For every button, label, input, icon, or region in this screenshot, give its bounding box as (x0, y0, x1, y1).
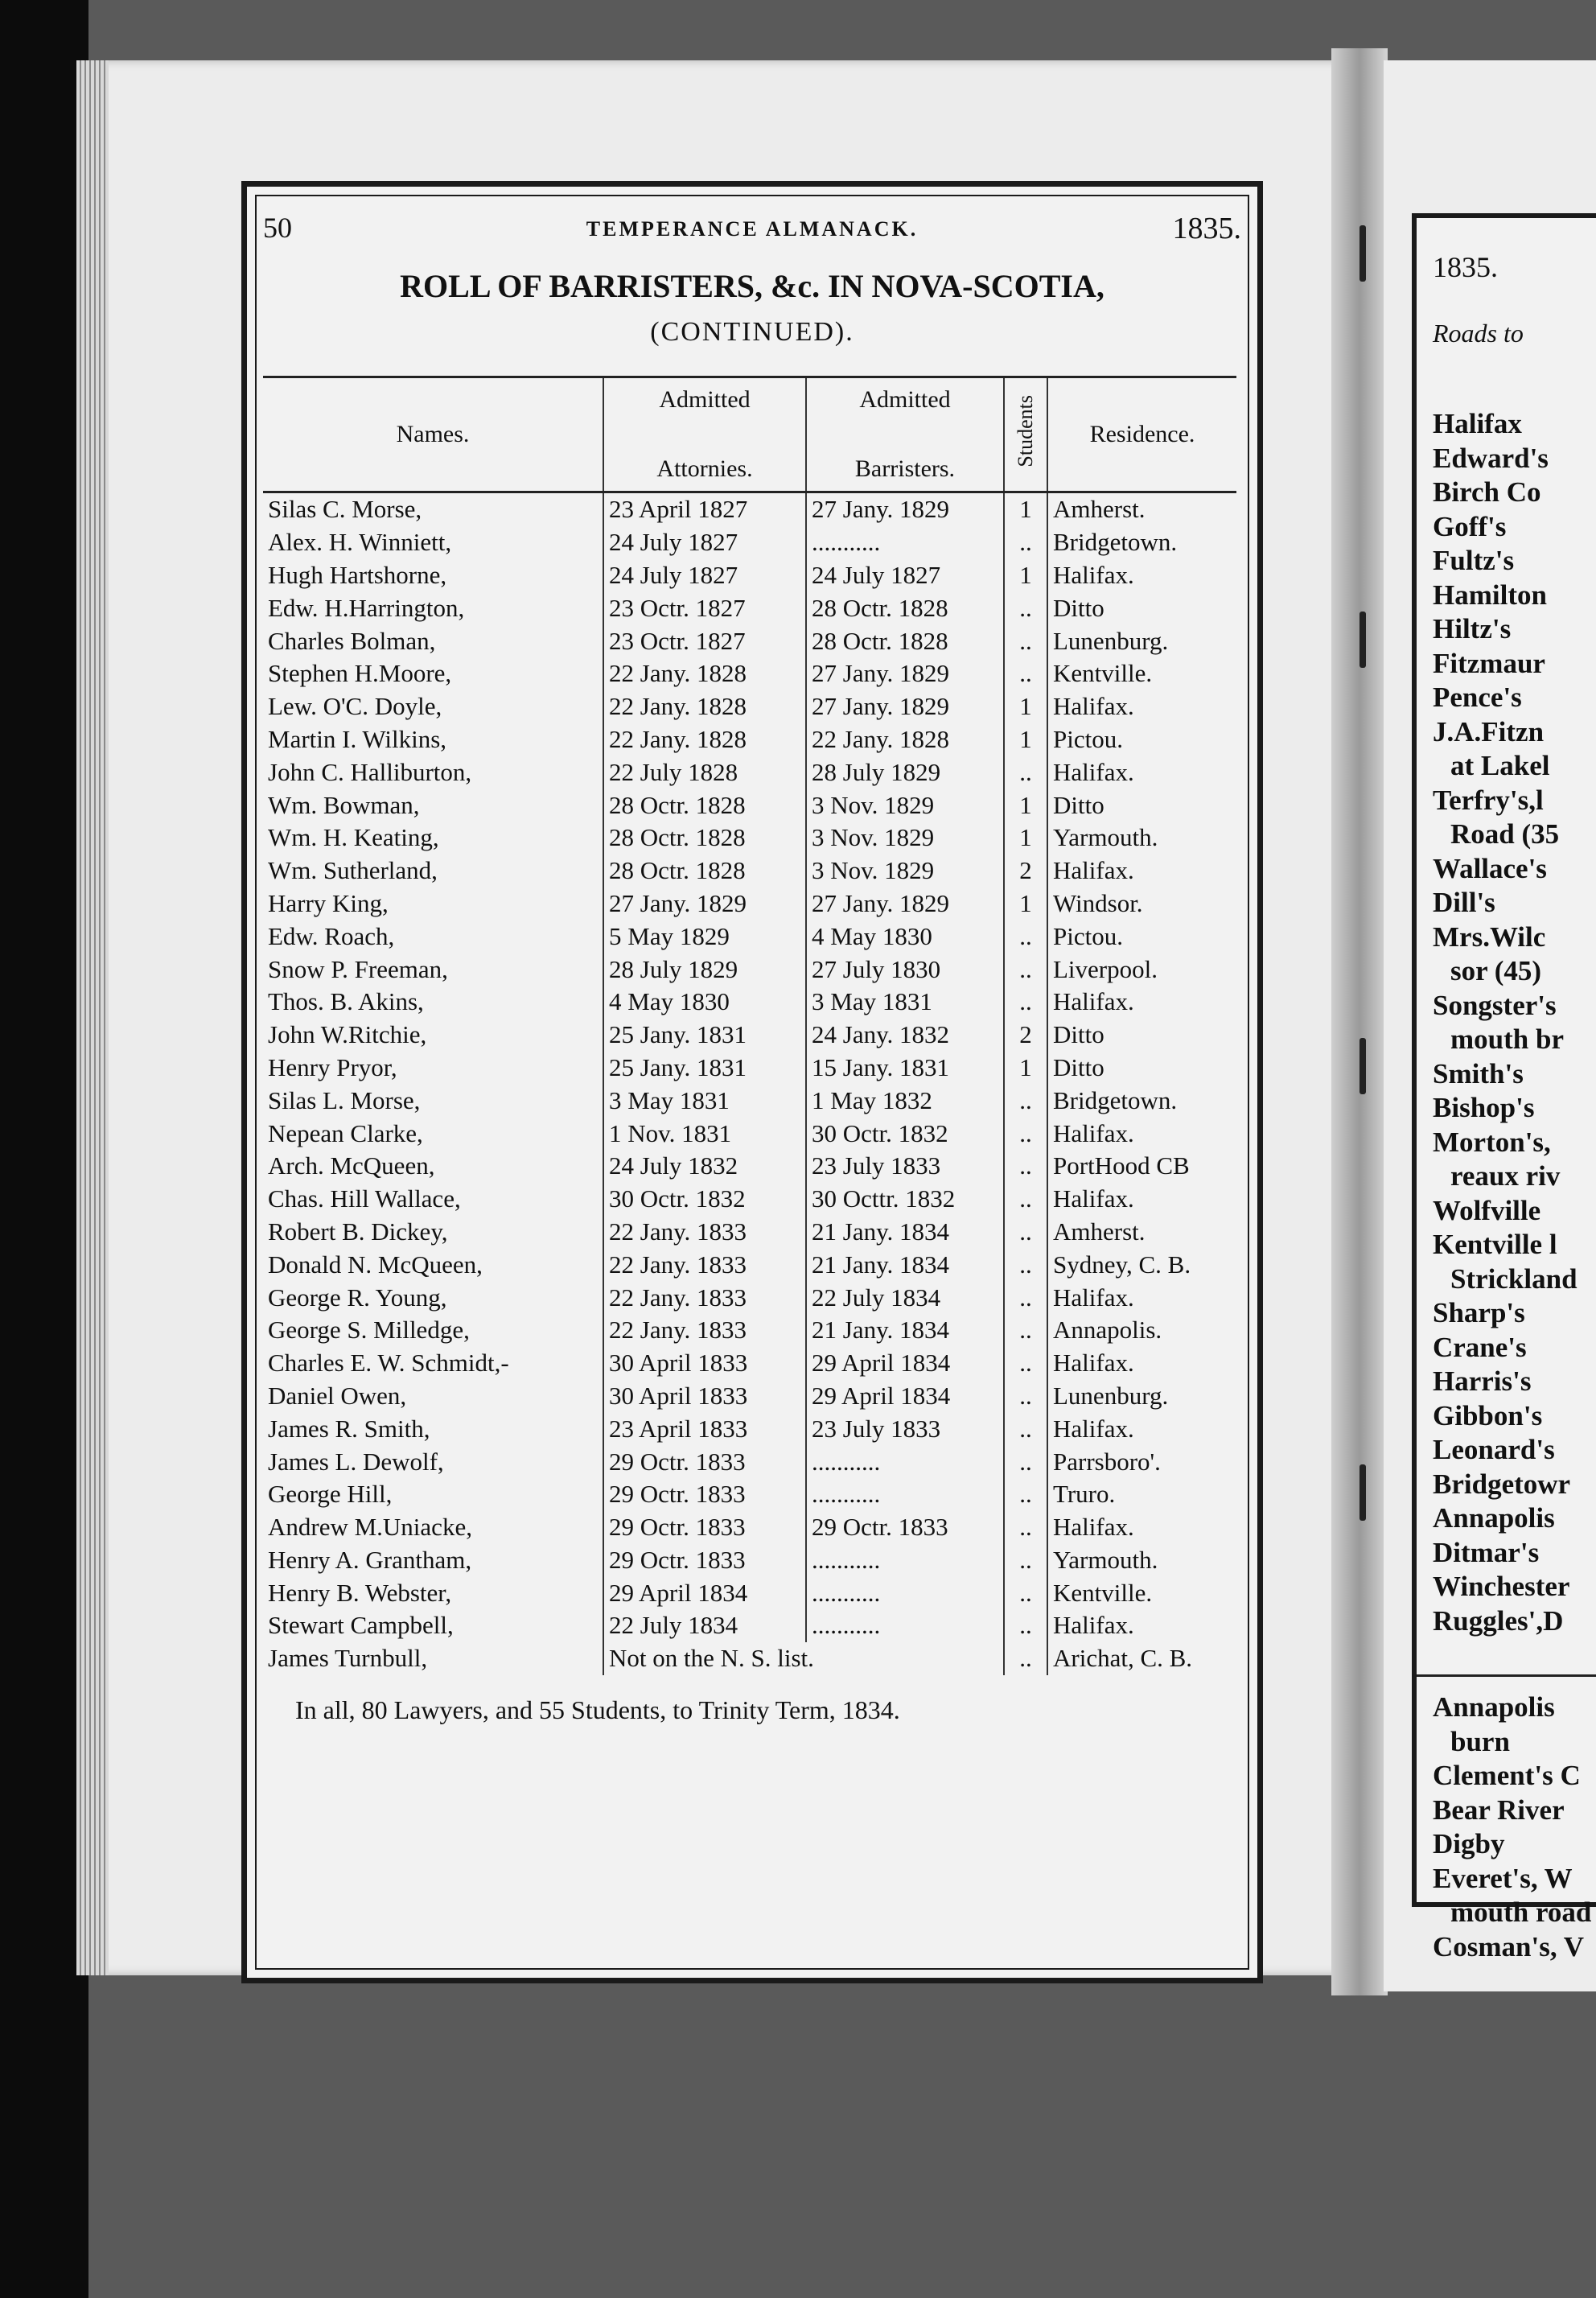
cell-residence: Windsor. (1047, 887, 1236, 920)
table-row (263, 1052, 1236, 1085)
cell-name: George Hill, (268, 1480, 393, 1509)
road-list-item: Strickland (1450, 1262, 1577, 1295)
table-row (263, 920, 1236, 953)
table-row (263, 1511, 1236, 1544)
road-list-item: Bishop's (1433, 1092, 1535, 1123)
cell-residence: Ditto (1047, 591, 1236, 624)
cell-name: Stephen H.Moore, (268, 659, 452, 688)
table-row (263, 1576, 1236, 1609)
cell-residence: Halifax. (1047, 1281, 1236, 1314)
road-list-item: mouth road (1450, 1896, 1592, 1928)
cell-name: Wm. Sutherland, (268, 856, 438, 885)
cell-admitted-attorney: 24 July 1832 (603, 1150, 806, 1183)
cell-students: .. (1004, 1576, 1047, 1609)
roads-list-bottom (1433, 1691, 1591, 1964)
table-row (263, 1314, 1236, 1347)
cell-name: Thos. B. Akins, (268, 987, 424, 1016)
cell-admitted-barrister: 3 Nov. 1829 (806, 822, 1004, 855)
cell-name: Nepean Clarke, (268, 1118, 423, 1147)
running-year: 1835. (1172, 212, 1241, 245)
cell-admitted-attorney: 28 Octr. 1828 (603, 789, 806, 822)
cell-admitted-barrister: 4 May 1830 (806, 920, 1004, 953)
cell-admitted-attorney: Not on the N. S. list. (603, 1642, 1004, 1675)
cell-admitted-attorney: 29 Octr. 1833 (603, 1511, 806, 1544)
table-row (263, 1216, 1236, 1249)
table-row (263, 887, 1236, 920)
table-row (263, 1380, 1236, 1413)
cell-name: Alex. H. Winniett, (268, 528, 452, 557)
road-list-item: Mrs.Wilc (1433, 920, 1546, 953)
cell-name: Andrew M.Uniacke, (268, 1513, 472, 1542)
cell-residence: Kentville. (1047, 657, 1236, 690)
road-list-item: Clement's C (1433, 1760, 1581, 1791)
cell-students: 1 (1004, 492, 1047, 526)
cell-students: .. (1004, 1347, 1047, 1380)
cell-admitted-barrister: 23 July 1833 (806, 1412, 1004, 1445)
cell-students: .. (1004, 1445, 1047, 1478)
cell-admitted-barrister: ........... (806, 1609, 1004, 1642)
table-row (263, 1248, 1236, 1281)
cell-name: John W.Ritchie, (268, 1020, 427, 1049)
cell-residence: Yarmouth. (1047, 822, 1236, 855)
binding-stitch (1359, 225, 1366, 282)
binding-stitch (1359, 1464, 1366, 1521)
cell-students: .. (1004, 1281, 1047, 1314)
cell-admitted-barrister: 29 Octr. 1833 (806, 1511, 1004, 1544)
cell-admitted-attorney: 22 Jany. 1833 (603, 1314, 806, 1347)
cell-students: 2 (1004, 855, 1047, 887)
road-list-item: Edward's (1433, 442, 1549, 474)
cell-residence: Liverpool. (1047, 953, 1236, 986)
cell-residence: Lunenburg. (1047, 1380, 1236, 1413)
cell-name: John C. Halliburton, (268, 757, 472, 786)
cell-name: George R. Young, (268, 1283, 447, 1312)
cell-name: Charles E. W. Schmidt,- (268, 1349, 509, 1378)
cell-admitted-attorney: 22 July 1834 (603, 1609, 806, 1642)
cell-students: 1 (1004, 690, 1047, 723)
cell-residence: Yarmouth. (1047, 1544, 1236, 1577)
cell-admitted-barrister: 27 Jany. 1829 (806, 887, 1004, 920)
road-list-item: sor (45) (1450, 955, 1542, 986)
cell-admitted-attorney: 30 April 1833 (603, 1347, 806, 1380)
page-edges (76, 60, 109, 1975)
cell-students: 1 (1004, 723, 1047, 756)
cell-students: .. (1004, 1642, 1047, 1675)
col-students: Students (1004, 377, 1047, 492)
cell-admitted-barrister: 28 July 1829 (806, 756, 1004, 789)
road-list-item: Dill's (1433, 887, 1495, 918)
cell-students: .. (1004, 591, 1047, 624)
cell-admitted-attorney: 22 Jany. 1828 (603, 723, 806, 756)
table-row (263, 1478, 1236, 1511)
cell-admitted-attorney: 24 July 1827 (603, 559, 806, 592)
road-list-item: Hiltz's (1433, 613, 1512, 645)
cell-students: .. (1004, 526, 1047, 559)
roll-heading: ROLL OF BARRISTERS, &c. IN NOVA-SCOTIA, (400, 268, 1104, 304)
cell-students: .. (1004, 1478, 1047, 1511)
table-row (263, 986, 1236, 1019)
road-list-item: Annapolis (1433, 1502, 1555, 1534)
cell-admitted-barrister: 30 Octtr. 1832 (806, 1183, 1004, 1216)
col-barristers: Admitted Barristers. (806, 377, 1004, 492)
cell-residence: Bridgetown. (1047, 526, 1236, 559)
cell-admitted-barrister: 21 Jany. 1834 (806, 1314, 1004, 1347)
cell-name: George S. Milledge, (268, 1316, 470, 1345)
road-list-item: Wallace's (1433, 852, 1547, 884)
cell-students: .. (1004, 1084, 1047, 1117)
road-list-item: Smith's (1433, 1057, 1524, 1089)
road-list-item: at Lakel (1450, 750, 1550, 781)
table-row (263, 1347, 1236, 1380)
cell-students: .. (1004, 756, 1047, 789)
cell-admitted-attorney: 25 Jany. 1831 (603, 1019, 806, 1052)
cell-admitted-barrister: 28 Octr. 1828 (806, 591, 1004, 624)
cell-admitted-barrister: 22 July 1834 (806, 1281, 1004, 1314)
cell-students: 1 (1004, 887, 1047, 920)
cell-admitted-barrister: ........... (806, 1544, 1004, 1577)
road-list-item: Goff's (1433, 510, 1507, 542)
cell-admitted-barrister: 24 July 1827 (806, 559, 1004, 592)
cell-residence: Parrsboro'. (1047, 1445, 1236, 1478)
cell-admitted-barrister: 1 May 1832 (806, 1084, 1004, 1117)
cell-name: Snow P. Freeman, (268, 954, 448, 983)
cell-admitted-barrister: 3 Nov. 1829 (806, 855, 1004, 887)
cell-students: .. (1004, 1248, 1047, 1281)
cell-residence: Ditto (1047, 1052, 1236, 1085)
cell-admitted-barrister: 30 Octr. 1832 (806, 1117, 1004, 1150)
running-head (263, 211, 1241, 251)
road-list-item: Pence's (1433, 682, 1522, 713)
road-list-item: J.A.Fitzn (1433, 715, 1545, 747)
cell-residence: Halifax. (1047, 559, 1236, 592)
cell-admitted-attorney: 23 Octr. 1827 (603, 591, 806, 624)
cell-name: Robert B. Dickey, (268, 1217, 448, 1246)
cell-name: James R. Smith, (268, 1414, 430, 1443)
cell-admitted-attorney: 22 Jany. 1833 (603, 1281, 806, 1314)
table-row (263, 526, 1236, 559)
cell-students: 1 (1004, 822, 1047, 855)
road-list-item: Birch Co (1433, 476, 1541, 508)
cell-students: .. (1004, 920, 1047, 953)
scan-margin (0, 0, 88, 2298)
cell-admitted-attorney: 29 Octr. 1833 (603, 1544, 806, 1577)
left-page-frame (241, 181, 1263, 1983)
cell-admitted-barrister: 23 July 1833 (806, 1150, 1004, 1183)
table-row (263, 624, 1236, 657)
cell-residence: Ditto (1047, 1019, 1236, 1052)
cell-students: 2 (1004, 1019, 1047, 1052)
cell-admitted-attorney: 3 May 1831 (603, 1084, 806, 1117)
table-row (263, 492, 1236, 526)
cell-residence: Sydney, C. B. (1047, 1248, 1236, 1281)
cell-students: .. (1004, 1150, 1047, 1183)
road-list-item: Halifax (1433, 408, 1522, 439)
cell-students: .. (1004, 657, 1047, 690)
cell-students: .. (1004, 1609, 1047, 1642)
cell-students: .. (1004, 624, 1047, 657)
cell-name: Stewart Campbell, (268, 1611, 454, 1640)
road-list-item: Fultz's (1433, 545, 1515, 576)
table-row (263, 1445, 1236, 1478)
cell-admitted-attorney: 28 Octr. 1828 (603, 822, 806, 855)
cell-students: .. (1004, 1216, 1047, 1249)
road-list-item: Kentville l (1433, 1229, 1557, 1260)
road-list-item: Road (35 (1450, 818, 1560, 850)
cell-name: Daniel Owen, (268, 1381, 407, 1410)
cell-admitted-barrister: 15 Jany. 1831 (806, 1052, 1004, 1085)
cell-residence: Halifax. (1047, 855, 1236, 887)
cell-admitted-attorney: 27 Jany. 1829 (603, 887, 806, 920)
cell-name: Henry Pryor, (268, 1052, 397, 1081)
cell-students: .. (1004, 1511, 1047, 1544)
cell-admitted-attorney: 22 July 1828 (603, 756, 806, 789)
cell-residence: Bridgetown. (1047, 1084, 1236, 1117)
cell-residence: Halifax. (1047, 1412, 1236, 1445)
cell-admitted-barrister: 24 Jany. 1832 (806, 1019, 1004, 1052)
cell-admitted-attorney: 1 Nov. 1831 (603, 1117, 806, 1150)
road-list-item: Annapolis (1433, 1691, 1555, 1723)
road-list-item: Leonard's (1433, 1434, 1555, 1465)
cell-students: 1 (1004, 1052, 1047, 1085)
right-page-subtitle: Roads to (1433, 319, 1524, 348)
cell-name: Chas. Hill Wallace, (268, 1184, 461, 1213)
table-row (263, 756, 1236, 789)
table-row (263, 559, 1236, 592)
cell-residence: Ditto (1047, 789, 1236, 822)
road-list-item: Everet's, W (1433, 1862, 1573, 1894)
road-list-item: Bridgetowr (1433, 1468, 1571, 1500)
cell-admitted-attorney: 30 Octr. 1832 (603, 1183, 806, 1216)
road-list-item: Crane's (1433, 1331, 1527, 1363)
table-row (263, 591, 1236, 624)
cell-admitted-attorney: 23 Octr. 1827 (603, 624, 806, 657)
cell-admitted-attorney: 22 Jany. 1833 (603, 1248, 806, 1281)
road-list-item: Winchester (1433, 1571, 1570, 1602)
table-row (263, 723, 1236, 756)
cell-name: James Turnbull, (268, 1644, 428, 1673)
col-residence: Residence. (1047, 377, 1236, 492)
right-page-rule (1417, 1674, 1596, 1677)
table-row (263, 657, 1236, 690)
cell-residence: Annapolis. (1047, 1314, 1236, 1347)
cell-students: 1 (1004, 559, 1047, 592)
cell-name: Hugh Hartshorne, (268, 560, 447, 589)
cell-admitted-barrister: 21 Jany. 1834 (806, 1248, 1004, 1281)
table-row (263, 1084, 1236, 1117)
cell-residence: Kentville. (1047, 1576, 1236, 1609)
road-list-item: burn (1450, 1725, 1510, 1757)
cell-name: Silas L. Morse, (268, 1085, 421, 1114)
right-page-frame (1412, 213, 1596, 1962)
cell-residence: Arichat, C. B. (1047, 1642, 1236, 1675)
cell-admitted-barrister: ........... (806, 1445, 1004, 1478)
road-list-item: Fitzmaur (1433, 647, 1545, 679)
cell-residence: Halifax. (1047, 756, 1236, 789)
cell-admitted-barrister: ........... (806, 526, 1004, 559)
table-header-row (263, 377, 1236, 492)
road-list-item: Digby (1433, 1828, 1505, 1859)
cell-name: Silas C. Morse, (268, 495, 422, 524)
cell-name: Wm. H. Keating, (268, 823, 439, 852)
roll-subheading: (CONTINUED). (650, 317, 854, 347)
cell-residence: Halifax. (1047, 690, 1236, 723)
cell-name: Lew. O'C. Doyle, (268, 692, 442, 721)
cell-admitted-attorney: 23 April 1827 (603, 492, 806, 526)
cell-name: James L. Dewolf, (268, 1447, 444, 1476)
cell-residence: Pictou. (1047, 920, 1236, 953)
cell-admitted-attorney: 29 Octr. 1833 (603, 1445, 806, 1478)
table-row (263, 690, 1236, 723)
cell-students: .. (1004, 1183, 1047, 1216)
cell-students: .. (1004, 1412, 1047, 1445)
road-list-item: Terfry's,l (1433, 784, 1544, 816)
cell-admitted-barrister: ........... (806, 1478, 1004, 1511)
cell-admitted-attorney: 29 Octr. 1833 (603, 1478, 806, 1511)
cell-admitted-attorney: 24 July 1827 (603, 526, 806, 559)
road-list-item: Sharp's (1433, 1297, 1525, 1328)
cell-admitted-attorney: 30 April 1833 (603, 1380, 806, 1413)
table-body (263, 492, 1236, 1675)
table-row (263, 1281, 1236, 1314)
road-list-item: Wolfville (1433, 1194, 1541, 1226)
cell-residence: Amherst. (1047, 1216, 1236, 1249)
cell-students: .. (1004, 1117, 1047, 1150)
cell-name: Harry King, (268, 888, 389, 917)
book-gutter (1331, 48, 1388, 1995)
binding-stitch (1359, 612, 1366, 668)
cell-students: .. (1004, 1314, 1047, 1347)
cell-residence: Amherst. (1047, 492, 1236, 526)
cell-admitted-attorney: 28 Octr. 1828 (603, 855, 806, 887)
road-list-item: Bear River (1433, 1794, 1565, 1826)
cell-admitted-attorney: 22 Jany. 1828 (603, 690, 806, 723)
cell-name: Edw. H.Harrington, (268, 593, 465, 622)
road-list-item: Gibbon's (1433, 1399, 1543, 1431)
cell-admitted-barrister: 21 Jany. 1834 (806, 1216, 1004, 1249)
table-row (263, 953, 1236, 986)
cell-admitted-barrister: 29 April 1834 (806, 1347, 1004, 1380)
cell-admitted-attorney: 4 May 1830 (603, 986, 806, 1019)
roads-list-top (1433, 407, 1577, 1638)
cell-name: Charles Bolman, (268, 626, 436, 655)
cell-admitted-barrister: 3 Nov. 1829 (806, 789, 1004, 822)
table-row (263, 789, 1236, 822)
cell-students: .. (1004, 953, 1047, 986)
cell-students: .. (1004, 986, 1047, 1019)
table-row (263, 855, 1236, 887)
cell-residence: Halifax. (1047, 1511, 1236, 1544)
right-page-year: 1835. (1433, 251, 1498, 283)
cell-admitted-attorney: 25 Jany. 1831 (603, 1052, 806, 1085)
road-list-item: reaux riv (1450, 1160, 1561, 1192)
binding-stitch (1359, 1038, 1366, 1094)
cell-admitted-barrister: 3 May 1831 (806, 986, 1004, 1019)
cell-admitted-barrister: ........... (806, 1576, 1004, 1609)
road-list-item: Hamilton (1433, 579, 1547, 611)
cell-name: Arch. McQueen, (268, 1151, 435, 1180)
cell-admitted-barrister: 22 Jany. 1828 (806, 723, 1004, 756)
road-list-item: Ruggles',D (1433, 1604, 1564, 1637)
cell-name: Henry A. Grantham, (268, 1545, 472, 1574)
table-row (263, 1609, 1236, 1642)
cell-name: Wm. Bowman, (268, 790, 420, 819)
cell-admitted-barrister: 27 Jany. 1829 (806, 690, 1004, 723)
cell-admitted-barrister: 27 Jany. 1829 (806, 492, 1004, 526)
road-list-item: mouth br (1450, 1023, 1564, 1055)
cell-admitted-barrister: 29 April 1834 (806, 1380, 1004, 1413)
cell-name: Martin I. Wilkins, (268, 724, 447, 753)
cell-admitted-attorney: 29 April 1834 (603, 1576, 806, 1609)
cell-residence: PortHood CB (1047, 1150, 1236, 1183)
table-row (263, 1642, 1236, 1675)
roll-footer-note: In all, 80 Lawyers, and 55 Students, to Trinity Term, 1834. (295, 1695, 900, 1724)
cell-admitted-attorney: 23 April 1833 (603, 1412, 806, 1445)
cell-residence: Lunenburg. (1047, 624, 1236, 657)
cell-name: Donald N. McQueen, (268, 1250, 483, 1279)
cell-admitted-barrister: 27 Jany. 1829 (806, 657, 1004, 690)
cell-residence: Halifax. (1047, 1347, 1236, 1380)
table-row (263, 1019, 1236, 1052)
table-row (263, 1117, 1236, 1150)
road-list-item: Ditmar's (1433, 1536, 1540, 1568)
road-list-item: Songster's (1433, 989, 1557, 1021)
table-row (263, 1150, 1236, 1183)
cell-name: Henry B. Webster, (268, 1578, 452, 1607)
cell-residence: Truro. (1047, 1478, 1236, 1511)
table-row (263, 1412, 1236, 1445)
cell-residence: Pictou. (1047, 723, 1236, 756)
cell-admitted-barrister: 28 Octr. 1828 (806, 624, 1004, 657)
table-row (263, 1544, 1236, 1577)
road-list-item: Morton's, (1433, 1126, 1551, 1158)
cell-admitted-attorney: 28 July 1829 (603, 953, 806, 986)
table-row (263, 1183, 1236, 1216)
cell-admitted-attorney: 22 Jany. 1833 (603, 1216, 806, 1249)
col-attornies: Admitted Attornies. (603, 377, 806, 492)
cell-students: .. (1004, 1544, 1047, 1577)
cell-admitted-attorney: 5 May 1829 (603, 920, 806, 953)
barristers-table (263, 376, 1236, 1675)
page-number: 50 (263, 212, 292, 244)
cell-residence: Halifax. (1047, 1117, 1236, 1150)
cell-admitted-barrister: 27 July 1830 (806, 953, 1004, 986)
running-title: TEMPERANCE ALMANACK. (586, 217, 919, 241)
cell-students: .. (1004, 1380, 1047, 1413)
cell-admitted-attorney: 22 Jany. 1828 (603, 657, 806, 690)
cell-residence: Halifax. (1047, 1183, 1236, 1216)
cell-students: 1 (1004, 789, 1047, 822)
cell-name: Edw. Roach, (268, 921, 395, 950)
cell-residence: Halifax. (1047, 986, 1236, 1019)
col-names: Names. (263, 377, 603, 492)
cell-residence: Halifax. (1047, 1609, 1236, 1642)
road-list-item: Cosman's, V (1433, 1930, 1585, 1962)
road-list-item: Harris's (1433, 1365, 1532, 1397)
table-row (263, 822, 1236, 855)
